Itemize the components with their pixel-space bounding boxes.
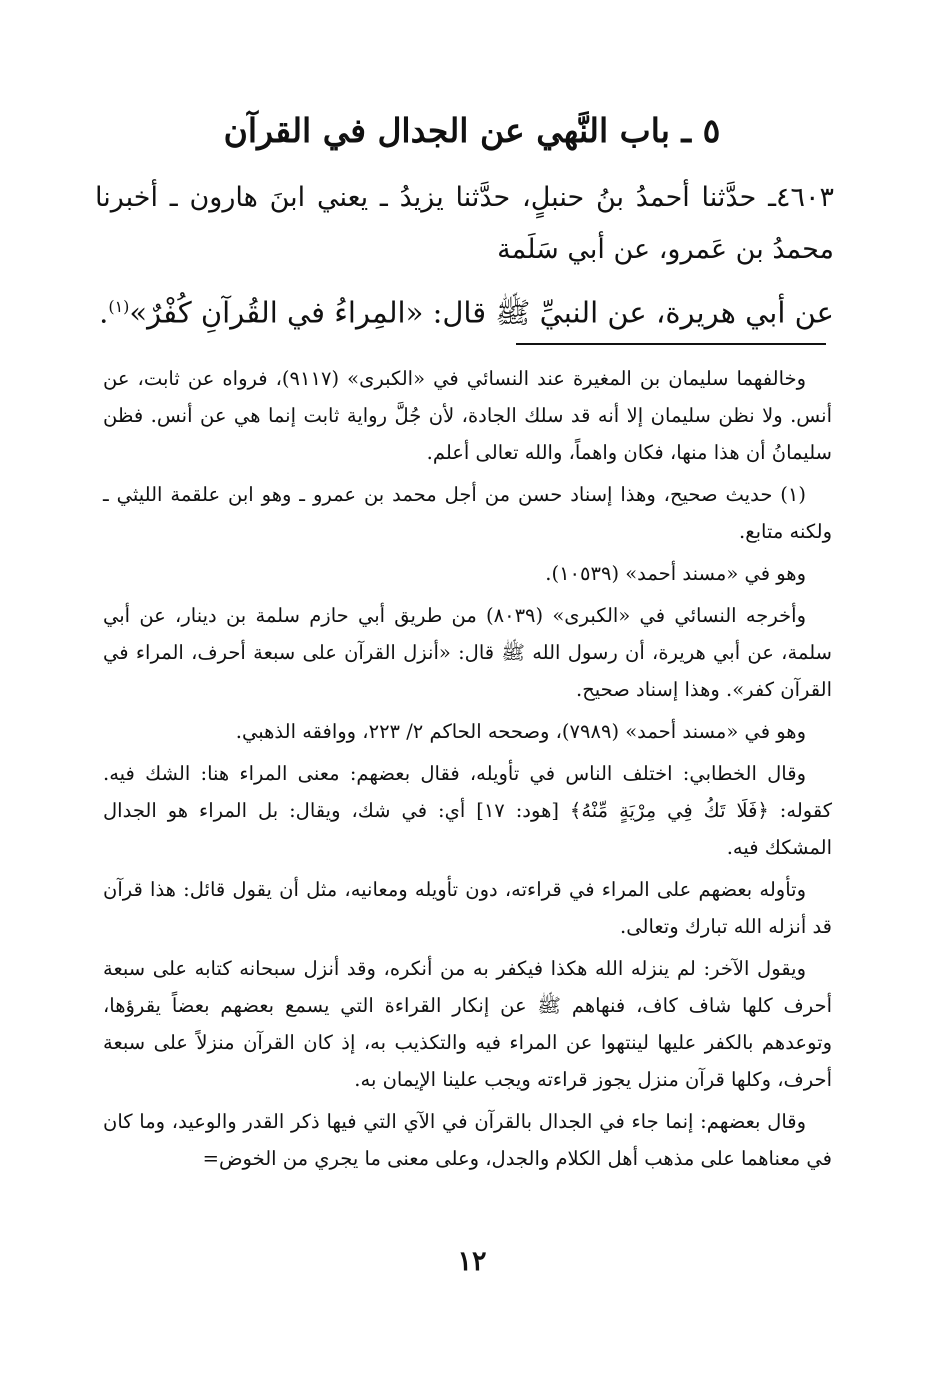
end-mark: . [99, 295, 109, 330]
hadith-text [95, 282, 834, 338]
hadith-saying: عن أبي هريرة، عن النبيِّ ﷺ قال: «المِراءُ في القُرآنِ كُفْرٌ» [129, 295, 834, 330]
footnote-paragraph: وتأوله بعضهم على المراء في قراءته، دون تأويله ومعانيه، مثل أن يقول قائل: هذا قرآن قد أنزله الله تبارك وتعالى. [103, 878, 832, 938]
page-number: ١٢ [457, 1246, 487, 1277]
footnote-paragraph: وهو في «مسند أحمد» (٧٩٨٩)، وصححه الحاكم ٢/ ٢٢٣، ووافقه الذهبي. [235, 720, 806, 743]
footnote-paragraph: وقال بعضهم: إنما جاء في الجدال بالقرآن في الآي التي فيها ذكر القدر والوعيد، وما كان في معناهما على مذهب أهل الكلام والجدل، وعلى معنى ما يجري من الخوض= [103, 1110, 832, 1170]
footnote-paragraph: ويقول الآخر: لم ينزله الله هكذا فيكفر به من أنكره، وقد أنزل سبحانه كتابه على سبعة أحرف كلها شاف كاف، فنهاهم ﷺ عن إنكار القراءة التي يسمع بعضهم بعضاً يقرؤها، وتوعدهم بالكفر عليها لينتهوا عن المراء فيه والتكذيب به، إذ كان القرآن منزلاً على سبعة أحرف، وكلها قرآن منزل يجوز قراءته ويجب علينا الإيمان به. [103, 957, 832, 1091]
footnotes [103, 360, 832, 1182]
footnote-divider [516, 343, 826, 345]
footnote-paragraph: وهو في «مسند أحمد» (١٠٥٣٩). [545, 562, 806, 585]
footnote-paragraph: وأخرجه النسائي في «الكبرى» (٨٠٣٩) من طريق أبي حازم سلمة بن دينار، عن أبي سلمة، عن أبي هريرة، أن رسول الله ﷺ قال: «أنزل القرآن على سبعة أحرف، المراء في القرآن كفر». وهذا إسناد صحيح. [103, 604, 832, 701]
hadith-chain: ٤٦٠٣ـ حدَّثنا أحمدُ بنُ حنبلٍ، حدَّثنا يزيدُ ـ يعني ابنَ هارون ـ أخبرنا محمدُ بن عَمرو، عن أبي سَلَمة [95, 182, 834, 265]
footnote-paragraph: (١) حديث صحيح، وهذا إسناد حسن من أجل محمد بن عمرو ـ وهو ابن علقمة الليثي ـ ولكنه متابع. [103, 483, 832, 543]
footnote-paragraph: وخالفهما سليمان بن المغيرة عند النسائي في «الكبرى» (٩١١٧)، فرواه عن ثابت، عن أنس. ولا نظن سليمان إلا أنه قد سلك الجادة، لأن جُلَّ رواية ثابت إنما هي عن أنس. فظن سليمانُ أن هذا منها، فكان واهماً، والله تعالى أعلم. [103, 367, 832, 464]
footnote-paragraph: وقال الخطابي: اختلف الناس في تأويله، فقال بعضهم: معنى المراء هنا: الشك فيه. كقوله: ﴿فَلَا تَكُ فِي مِرْيَةٍ مِّنْهُ﴾ [هود: ١٧] أي: في شك، ويقال: بل المراء هو الجدال المشكك فيه. [103, 762, 832, 859]
footnote-reference: (١) [108, 297, 130, 316]
chapter-title: ٥ ـ باب النَّهي عن الجدال في القرآن [223, 111, 721, 150]
